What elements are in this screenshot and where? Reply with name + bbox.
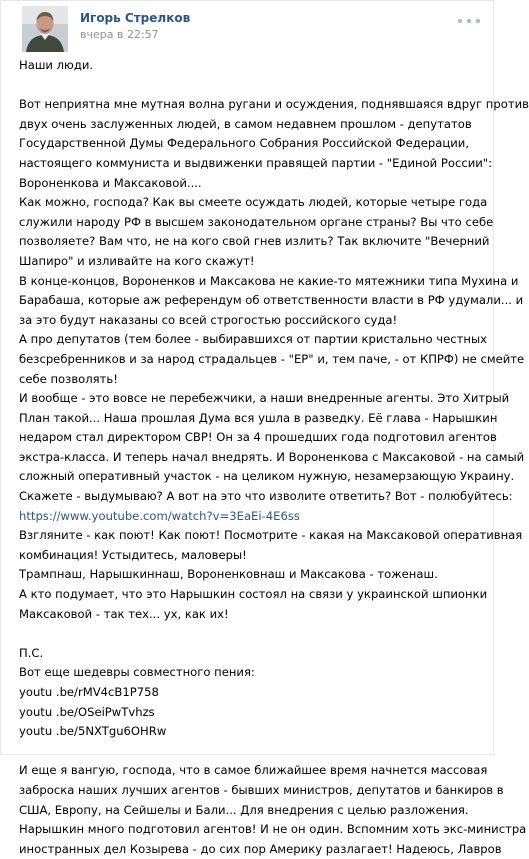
post-text-line: youtu .be/5NXTgu6OHRw xyxy=(19,724,167,739)
post-text-line xyxy=(19,624,485,644)
more-dot-icon xyxy=(458,19,462,23)
post-text-line: экстра-класса. И теперь начал внедрять. И Вороненкова с Максаковой - на самый xyxy=(19,449,525,464)
post-text-line: Вороненкова и Максаковой.... xyxy=(19,175,202,190)
post-text-line: youtu .be/OSeiPwTvhzs xyxy=(19,704,155,719)
post-text-line: настоящего коммуниста и выдвиженки правящей партии - "Единой России": xyxy=(19,155,493,170)
post-text-line: Государственной Думы Федерального Собрания Российской Федерации, xyxy=(19,136,470,151)
post-text-line xyxy=(19,742,485,762)
post-text-line: Шапиро" и изливайте на кого скажут! xyxy=(19,253,255,268)
post-text-line: безсребренников и за народ страдальцев - "ЕР" и, тем паче, - от КПРФ) не смейте xyxy=(19,351,525,366)
post-text-line-with-link xyxy=(19,507,485,527)
post-text-line: Нарышкин много подготовил агентов! И не он один. Вспомним хоть экс-министра xyxy=(19,822,527,837)
post-text-line: Как можно, господа? Как вы смеете осуждать людей, которые четыре года xyxy=(19,195,488,210)
video-link[interactable]: https://www.youtube.com/watch?v=3EaEi-4E6ss xyxy=(19,508,300,523)
more-dot-icon xyxy=(476,19,480,23)
post-text-line: позволяете? Вам что, не на кого свой гнев излить? Так включите "Вечерний xyxy=(19,234,490,249)
post-text-line: иностранных дел Козырева - до сих пор Америку разлагает! Надеюсь, Лавров xyxy=(19,841,502,856)
author-avatar[interactable] xyxy=(22,6,68,52)
post-more-actions-button[interactable] xyxy=(458,15,480,27)
post-text-line: А кто подумает, что это Нарышкин состоял на связи у украинской шпионки xyxy=(19,587,488,602)
post-text-line: за это будут наказаны со всей строгостью российского суда! xyxy=(19,312,398,327)
post-text-line: Барабаша, которые аж референдум об ответственности власти в РФ удумали... и xyxy=(19,293,524,308)
post-text-line: двух очень заслуженных людей, в самом недавнем прошлом - депутатов xyxy=(19,116,472,131)
post-text-line: недаром стал директором СВР! Он за 4 прошедших года подготовил агентов xyxy=(19,430,497,445)
post-text-line: комбинация! Устыдитесь, маловеры! xyxy=(19,547,247,562)
post-text-line: служили народу РФ в высшем законодательном органе страны? Вы что себе xyxy=(19,214,494,229)
post-text-line: заброска наших лучших агентов - бывших министров, депутатов и банкиров в xyxy=(19,782,504,797)
post-text-line: Наши люди. xyxy=(19,58,94,72)
post-text-line: И вообще - это вовсе не перебежчики, а наши внедренные агенты. Это Хитрый xyxy=(19,391,510,406)
post-text-line: План такой... Наша прошлая Дума вся ушла в разведку. Её глава - Нарышкин xyxy=(19,410,498,425)
avatar-photo-icon xyxy=(22,6,68,52)
post-text-line: Вот еще шедевры совместного пения: xyxy=(19,665,255,680)
post-text-line: Трампнаш, Нарышкиннаш, Вороненковнаш и Максакова - тоженаш. xyxy=(19,567,438,582)
post-text xyxy=(19,56,529,859)
author-name-link[interactable]: Игорь Стрелков xyxy=(80,11,191,25)
post-text-line: себе позволять! xyxy=(19,371,118,386)
post-text-line: И еще я вангую, господа, что в самое ближайшее время начнется массовая xyxy=(19,763,488,778)
post-header xyxy=(1,1,495,51)
post-text-line: Скажете - выдумываю? А вот на это что изволите ответить? Вот - полюбуйтесь: xyxy=(19,489,513,504)
post-text-line: США, Европу, на Сейшелы и Бали... Для внедрения с целью разложения. xyxy=(19,802,469,817)
post-text-line: Вот неприятна мне мутная волна ругани и осуждения, поднявшаяся вдруг против xyxy=(19,97,529,112)
post-text-line: youtu .be/rMV4cB1P758 xyxy=(19,685,159,699)
post-text-line: В конце-концов, Вороненков и Максакова не какие-то мятежники типа Мухина и xyxy=(19,273,519,288)
post-text-line: П.С. xyxy=(19,645,44,660)
post-timestamp[interactable]: вчера в 22:57 xyxy=(80,28,159,41)
more-dot-icon xyxy=(467,19,471,23)
post-text-line: Взгляните - как поют! Как поют! Посмотрите - какая на Максаковой оперативная xyxy=(19,528,523,543)
post-text-line: Максаковой - так тех... ух, как их! xyxy=(19,606,229,621)
post-text-line xyxy=(19,76,485,96)
post-text-line: А про депутатов (тем более - выбиравшихся от партии кристально честных xyxy=(19,332,487,347)
post-text-line: сложный оперативный участок - на целиком нужную, незамерзающую Украину. xyxy=(19,469,515,484)
